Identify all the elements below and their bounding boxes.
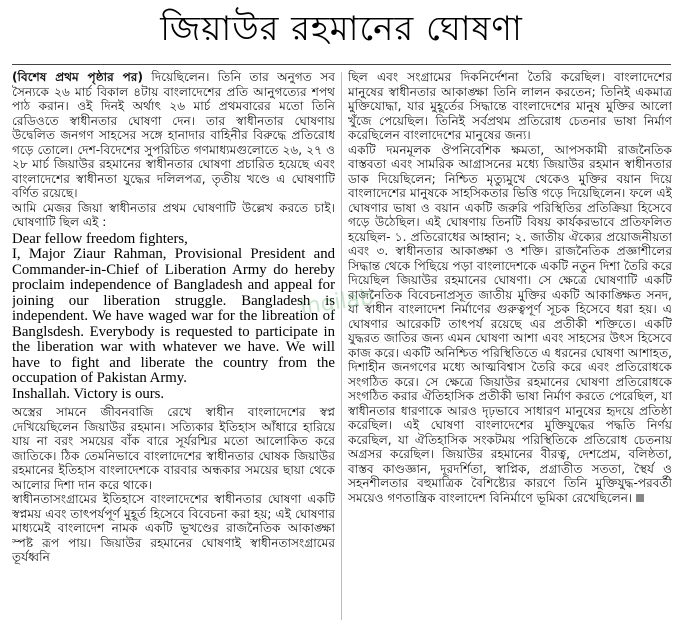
- paragraph-1: [12, 70, 335, 201]
- paragraph-4: স্বাধীনতাসংগ্রামের ইতিহাসে বাংলাদেশের স্বাধীনতার ঘোষণা একটি স্বপ্নময় এবং তাৎপর্যপূর্ণ মুহূর্ত হিসেবে বিবেচনা করা হয়; এই ঘোষণার মাধ্যমেই বাংলাদেশ নামক একটি ভূখণ্ডের রাজনৈতিক আকাঙ্ক্ষা স্পষ্ট রূপ পায়। জিয়াউর রহমানের ঘোষণাই স্বাধীনতাসংগ্রামের তূর্যধ্বনি: [12, 492, 335, 564]
- paragraph-3: অস্ত্রের সামনে জীবনবাজি রেখে স্বাধীন বাংলাদেশের স্বপ্ন দেখিয়েছিলেন জিয়াউর রহমান। সত্যিকার ইতিহাস আঁধারে হারিয়ে যায় না বরং সময়ের বাঁক বারে সূর্যরশ্মির মতো আলোকিত করে জাতিকে। ঠিক তেমনিভাবে বাংলাদেশের স্বাধীনতার ঘোষক জিয়াউর রহমানের ইতিহাস বাংলাদেশকে বারবার অন্ধকার সময়ের ছায়া থেকে আলোর দিশা দান করে থাকে।: [12, 405, 335, 492]
- english-declaration: [12, 232, 335, 403]
- paragraph-5: ছিল এবং সংগ্রামের দিকনির্দেশনা তৈরি করেছিল। বাংলাদেশের মানুষের স্বাধীনতার আকাঙ্ক্ষা তিনি লালন করতেন; তিনিই একমাত্র মুক্তিযোদ্ধা, যার মুহূর্তের সিদ্ধান্তে বাংলাদেশের মানুষ মুক্তির আলো খুঁজে পেয়েছিল। তিনিই সর্বপ্রথম প্রতিরোধ চেতনার ভাষা নির্মাণ করেছিলেন বাংলাদেশের মানুষের জন্য।: [348, 70, 672, 142]
- article-headline: জিয়াউর রহমানের ঘোষণা: [160, 9, 523, 49]
- declaration-closing: Inshallah. Victory is ours.: [12, 385, 165, 402]
- end-of-article-mark: [636, 494, 644, 502]
- paragraph-2: আমি মেজর জিয়া স্বাধীনতার প্রথম ঘোষণাটি উল্লেখ করতে চাই। ঘোষণাটি ছিল এই :: [12, 200, 335, 229]
- paragraph-1-text: দিয়েছিলেন। তিনি তার অনুগত সব সৈন্যকে ২৬ মার্চ বিকাল ৪টায় বাংলাদেশের প্রতি আনুগত্যের শপথ পাঠ করান। ওই দিনই অর্থাৎ ২৬ মার্চ প্রথমবারের মতো তিনি রেডিওতে স্বাধীনতার ঘোষণা দেন। তার স্বাধীনতার ঘোষণায় উদ্বেলিত জনগণ সাহসের সঙ্গে হানাদার বাহিনীর বিরুদ্ধে প্রতিরোধ গড়ে তোলে। দেশ-বিদেশের সুপরিচিত গণমাধ্যমগুলোতে ২৬, ২৭ ও ২৮ মার্চ জিয়াউর রহমানের স্বাধীনতার ঘোষণা প্রচারিত হয়েছে এবং বাংলাদেশের স্বাধীনতা যুদ্ধের দলিলপত্র, তৃতীয় খণ্ডে এ ঘোষণাটি বর্ণিত রয়েছে।: [12, 70, 335, 200]
- paragraph-6: [348, 143, 672, 506]
- headline-divider: [12, 64, 671, 65]
- declaration-salutation: Dear fellow freedom fighters,: [12, 230, 188, 247]
- paragraph-6-text: একটি দমনমূলক ঔপনিবেশিক ক্ষমতা, আপসকামী রাজনৈতিক বাস্তবতা এবং সামরিক আগ্রাসনের মধ্যে জিয়াউর রহমান স্বাধীনতার ডাক দিয়েছিলেন; নিশ্চিত মৃত্যুমুখে থেকেও মুক্তির বয়ান দিয়ে বাংলাদেশের মানুষকে সাহসিকতার ভিত্তি গড়ে দিয়েছিলেন। ফলে এই ঘোষণার ভাষা ও বয়ান একটি জরুরি পরিস্থিতির প্রতিক্রিয়া হিসেবে গড়ে উঠেছিল। এই ঘোষণায় তিনটি বিষয় কার্যকরভাবে প্রতিফলিত হয়েছিল- ১. প্রতিরোধের আহ্বান; ২. জাতীয় ঐক্যের প্রয়োজনীয়তা এবং ৩. স্বাধীনতার আকাঙ্ক্ষা ও শক্তি। রাজনৈতিক প্রজ্ঞাশীলের সিদ্ধান্ত থেকে পিছিয়ে পড়া বাংলাদেশকে একটি নতুন দিশা তৈরি করে দিয়েছিল জিয়াউর রহমানের ঘোষণা। সে ক্ষেত্রে ঘোষণাটি একটি রাজনৈতিক বিবেচনাপ্রসূত জাতীয় মুক্তির একটি আকাঙ্ক্ষিত সনদ, যা স্বাধীন বাংলাদেশ নির্মাণের গুরুত্বপূর্ণ সূচক হিসেবে ধরা হয়। এ ঘোষণার আরেকটি তাৎপর্য রয়েছে এর প্রতীকী শক্তিতে। একটি যুদ্ধরত জাতির জন্য এমন ঘোষণা আশা এবং সাহসের উৎস হিসেবে কাজ করে। একটি অনিশ্চিত পরিস্থিতিতে এ ধরনের ঘোষণা আশাহত, দিশাহীন জনগণের মধ্যে আত্মবিশ্বাস তৈরি করে এবং প্রতিরোধকে সংগঠিত করে। সে ক্ষেত্রে জিয়াউর রহমানের ঘোষণা প্রতিরোধকে সংগঠিত করার ঐতিহাসিক প্রতীকী ভাষা নির্মাণ করতে পেরেছিল, যা স্বাধীনতার ধারণাকে আরও দৃঢ়ভাবে সাধারণ মানুষের হৃদয়ে প্রতিষ্ঠা করেছিল। এই ঘোষণা বাংলাদেশের মুক্তিযুদ্ধের পদ্ধতি নির্ণয় করেছিল, যা ঐতিহাসিক সংকটময় পরিস্থিতিকে প্রতিরোধ চেতনায় অগ্রসর করেছিল। জিয়াউর রহমানের বীরত্ব, দেশপ্রেম, বলিষ্ঠতা, বাস্তব কাণ্ডজ্ঞান, দূরদর্শিতা, স্বাপ্নিক, প্রগ্রাতীত সততা, স্থৈর্য ও সহনশীলতার বহুমাত্রিক বৈশিষ্ট্যের কারণে তিনি মুক্তিযুদ্ধ-পরবর্তী সময়েও গণতান্ত্রিক বাংলাদেশ বিনির্মাণে ভূমিকা রেখেছিলেন।: [348, 142, 672, 505]
- watermark-logo: Inqilab: [298, 284, 376, 321]
- column-divider: [341, 72, 342, 620]
- left-column: [12, 70, 335, 620]
- right-column: [348, 70, 672, 620]
- declaration-body: I, Major Ziaur Rahman, Provisional President and Commander-in-Chief of Liberation Army do hereby proclaim independence of Bangladesh and appeal for joining our liberation struggle. Bangladesh is independent. We have waged war for the libreation of Banglsdesh. Everybody is requested to participate in the liberation war with whatever we have. We will have to fight and liberate the country from the occupation of Pakistan Army.: [12, 246, 335, 386]
- continued-label: (বিশেষ প্রথম পৃষ্ঠার পর): [12, 70, 143, 84]
